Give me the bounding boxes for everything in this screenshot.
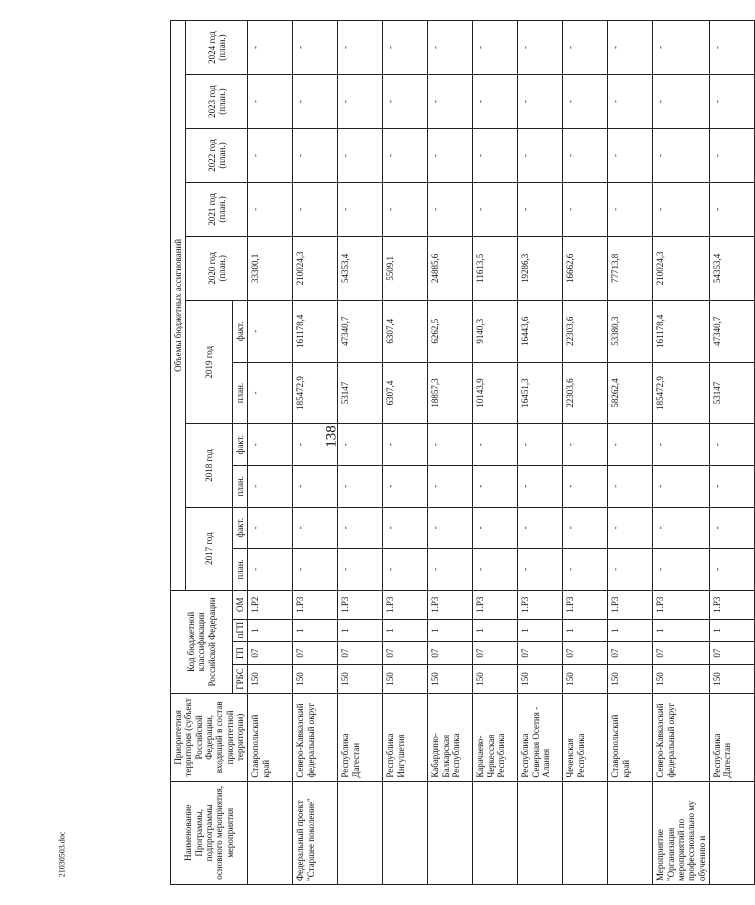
cell-2022: - xyxy=(383,129,428,183)
cell-program-name xyxy=(338,781,383,884)
cell-grbs: 150 xyxy=(248,664,293,693)
cell-gp: 07 xyxy=(383,642,428,664)
table-row xyxy=(563,21,608,885)
cell-2021: - xyxy=(383,182,428,236)
cell-program-name xyxy=(563,781,608,884)
budget-table-container xyxy=(170,20,733,885)
cell-territory: Карачаево-Черкесская Республика xyxy=(473,694,518,782)
cell-om: 1.Р3 xyxy=(563,590,608,619)
cell-om: 1.Р3 xyxy=(518,590,563,619)
cell-territory: Кабардино-Балкарская Республика xyxy=(428,694,473,782)
cell-territory: Республика Дагестан xyxy=(710,694,755,782)
header-budget-volumes: Объемы бюджетных ассигнований xyxy=(171,21,186,591)
cell-2018-fact: - xyxy=(338,424,383,466)
header-year-2018: 2018 год xyxy=(186,424,233,507)
cell-2017-fact: - xyxy=(473,507,518,549)
cell-grbs: 150 xyxy=(338,664,383,693)
cell-2019-plan: 18857,3 xyxy=(428,362,473,424)
cell-2021: - xyxy=(608,182,653,236)
cell-program-name xyxy=(473,781,518,884)
cell-2019-plan: 22303,6 xyxy=(563,362,608,424)
budget-table xyxy=(170,20,755,885)
cell-2024: - xyxy=(563,21,608,75)
cell-2019-fact: 9140,3 xyxy=(473,300,518,362)
header-2017-plan: план. xyxy=(233,549,248,591)
cell-2024: - xyxy=(653,21,710,75)
header-year-2020: 2020 год (план.) xyxy=(186,236,248,300)
cell-program-name: Федеральный проект "Старшее поколение" xyxy=(293,781,338,884)
cell-gp: 07 xyxy=(608,642,653,664)
cell-2024: - xyxy=(248,21,293,75)
cell-2022: - xyxy=(428,129,473,183)
cell-2017-plan: - xyxy=(608,549,653,591)
cell-2017-plan: - xyxy=(653,549,710,591)
cell-2017-plan: - xyxy=(473,549,518,591)
header-year-2021: 2021 год (план.) xyxy=(186,182,248,236)
cell-2017-plan: - xyxy=(338,549,383,591)
cell-om: 1.Р3 xyxy=(473,590,518,619)
header-grbs: ГРБС xyxy=(233,664,248,693)
cell-2018-plan: - xyxy=(473,466,518,508)
cell-2022: - xyxy=(563,129,608,183)
header-2018-fact: факт. xyxy=(233,424,248,466)
cell-2023: - xyxy=(473,75,518,129)
cell-2019-plan: 16451,3 xyxy=(518,362,563,424)
cell-2023: - xyxy=(338,75,383,129)
cell-2018-plan: - xyxy=(338,466,383,508)
table-body xyxy=(248,21,755,885)
cell-2020: 33300,1 xyxy=(248,236,293,300)
cell-om: 1.Р3 xyxy=(710,590,755,619)
cell-gp: 07 xyxy=(473,642,518,664)
cell-2021: - xyxy=(338,182,383,236)
cell-gp: 07 xyxy=(338,642,383,664)
table-row xyxy=(293,21,338,885)
cell-2017-fact: - xyxy=(653,507,710,549)
cell-2017-plan: - xyxy=(428,549,473,591)
cell-2022: - xyxy=(518,129,563,183)
cell-2019-fact: - xyxy=(248,300,293,362)
cell-2018-fact: - xyxy=(653,424,710,466)
cell-2022: - xyxy=(473,129,518,183)
cell-2019-fact: 53380,3 xyxy=(608,300,653,362)
cell-om: 1.Р3 xyxy=(653,590,710,619)
cell-program-name xyxy=(518,781,563,884)
header-program-name: Наименование Программы, подпрограммы основного мероприятия, мероприятия xyxy=(171,781,248,884)
cell-2018-plan: - xyxy=(653,466,710,508)
cell-2018-plan: - xyxy=(293,466,338,508)
cell-2022: - xyxy=(710,129,755,183)
table-row xyxy=(428,21,473,885)
cell-2018-plan: - xyxy=(518,466,563,508)
cell-pgp: 1 xyxy=(608,619,653,641)
cell-2019-plan: - xyxy=(248,362,293,424)
cell-2017-plan: - xyxy=(248,549,293,591)
header-year-2017: 2017 год xyxy=(186,507,233,590)
cell-2020: 210024,3 xyxy=(653,236,710,300)
cell-pgp: 1 xyxy=(383,619,428,641)
cell-2019-fact: 47340,7 xyxy=(710,300,755,362)
header-year-2024: 2024 год (план.) xyxy=(186,21,248,75)
cell-2024: - xyxy=(518,21,563,75)
cell-2017-plan: - xyxy=(563,549,608,591)
cell-2021: - xyxy=(428,182,473,236)
cell-2020: 19286,3 xyxy=(518,236,563,300)
cell-2017-plan: - xyxy=(383,549,428,591)
cell-2019-fact: 22303,6 xyxy=(563,300,608,362)
cell-2024: - xyxy=(338,21,383,75)
cell-2018-fact: - xyxy=(383,424,428,466)
cell-gp: 07 xyxy=(518,642,563,664)
cell-2019-plan: 58262,4 xyxy=(608,362,653,424)
cell-2019-plan: 10143,9 xyxy=(473,362,518,424)
header-2018-plan: план. xyxy=(233,466,248,508)
cell-grbs: 150 xyxy=(653,664,710,693)
header-year-2019: 2019 год xyxy=(186,300,233,424)
cell-territory: Чеченская Республика xyxy=(563,694,608,782)
cell-territory: Республика Северная Осетия - Алания xyxy=(518,694,563,782)
table-header xyxy=(171,21,248,885)
cell-2020: 16662,6 xyxy=(563,236,608,300)
cell-2024: - xyxy=(608,21,653,75)
cell-2018-plan: - xyxy=(383,466,428,508)
cell-2017-fact: - xyxy=(710,507,755,549)
cell-grbs: 150 xyxy=(473,664,518,693)
cell-2019-fact: 6262,5 xyxy=(428,300,473,362)
table-row xyxy=(248,21,293,885)
cell-om: 1.Р2 xyxy=(248,590,293,619)
page-number: 138 xyxy=(323,425,340,448)
cell-2018-fact: - xyxy=(248,424,293,466)
cell-gp: 07 xyxy=(248,642,293,664)
cell-2018-plan: - xyxy=(563,466,608,508)
header-kbk: Код бюджетной классификации Российской Федерации xyxy=(171,590,233,693)
cell-om: 1.Р3 xyxy=(428,590,473,619)
cell-2020: 11613,5 xyxy=(473,236,518,300)
cell-pgp: 1 xyxy=(563,619,608,641)
cell-gp: 07 xyxy=(428,642,473,664)
cell-2018-fact: - xyxy=(293,424,338,466)
cell-pgp: 1 xyxy=(293,619,338,641)
table-row xyxy=(518,21,563,885)
cell-2024: - xyxy=(428,21,473,75)
cell-2022: - xyxy=(293,129,338,183)
cell-2019-plan: 53147 xyxy=(338,362,383,424)
cell-2021: - xyxy=(518,182,563,236)
cell-territory: Ставропольский край xyxy=(608,694,653,782)
cell-2017-fact: - xyxy=(338,507,383,549)
cell-program-name xyxy=(428,781,473,884)
cell-2017-plan: - xyxy=(710,549,755,591)
cell-program-name xyxy=(248,781,293,884)
cell-2023: - xyxy=(293,75,338,129)
table-row xyxy=(653,21,710,885)
cell-program-name xyxy=(608,781,653,884)
cell-grbs: 150 xyxy=(518,664,563,693)
cell-territory: Республика Дагестан xyxy=(338,694,383,782)
table-row xyxy=(473,21,518,885)
header-2019-plan: план. xyxy=(233,362,248,424)
header-2017-fact: факт. xyxy=(233,507,248,549)
cell-2018-fact: - xyxy=(428,424,473,466)
cell-pgp: 1 xyxy=(518,619,563,641)
cell-gp: 07 xyxy=(563,642,608,664)
cell-om: 1.Р3 xyxy=(338,590,383,619)
header-priority-territory: Приоритетная территория (субъект Российской Федерации, входящий в состав приоритетной территории) xyxy=(171,694,248,782)
table-row xyxy=(338,21,383,885)
cell-2020: 210024,3 xyxy=(293,236,338,300)
cell-2017-fact: - xyxy=(248,507,293,549)
cell-pgp: 1 xyxy=(473,619,518,641)
table-row xyxy=(710,21,755,885)
table-row xyxy=(608,21,653,885)
cell-2022: - xyxy=(653,129,710,183)
cell-om: 1.Р3 xyxy=(608,590,653,619)
cell-2018-plan: - xyxy=(428,466,473,508)
cell-2018-fact: - xyxy=(518,424,563,466)
cell-2018-plan: - xyxy=(608,466,653,508)
cell-2019-plan: 185472,9 xyxy=(293,362,338,424)
footer-document-code: 2103050З.doc xyxy=(57,831,67,878)
cell-pgp: 1 xyxy=(338,619,383,641)
header-2019-fact: факт. xyxy=(233,300,248,362)
cell-2020: 54353,4 xyxy=(338,236,383,300)
cell-2019-fact: 6307,4 xyxy=(383,300,428,362)
cell-territory: Северо-Кавказский федеральный округ xyxy=(293,694,338,782)
cell-om: 1.Р3 xyxy=(383,590,428,619)
cell-2019-plan: 6307,4 xyxy=(383,362,428,424)
cell-2019-fact: 161178,4 xyxy=(653,300,710,362)
cell-2018-fact: - xyxy=(473,424,518,466)
cell-2024: - xyxy=(473,21,518,75)
cell-2023: - xyxy=(248,75,293,129)
cell-2019-fact: 161178,4 xyxy=(293,300,338,362)
cell-pgp: 1 xyxy=(710,619,755,641)
cell-program-name xyxy=(383,781,428,884)
cell-2018-plan: - xyxy=(248,466,293,508)
cell-2023: - xyxy=(428,75,473,129)
cell-pgp: 1 xyxy=(653,619,710,641)
cell-2023: - xyxy=(710,75,755,129)
cell-2023: - xyxy=(383,75,428,129)
cell-grbs: 150 xyxy=(710,664,755,693)
cell-2019-fact: 16443,6 xyxy=(518,300,563,362)
cell-2021: - xyxy=(293,182,338,236)
cell-2017-fact: - xyxy=(563,507,608,549)
cell-2017-fact: - xyxy=(518,507,563,549)
cell-2021: - xyxy=(248,182,293,236)
cell-2020: 77713,8 xyxy=(608,236,653,300)
cell-2021: - xyxy=(563,182,608,236)
cell-2023: - xyxy=(653,75,710,129)
cell-territory: Северо-Кавказский федеральный округ xyxy=(653,694,710,782)
cell-2021: - xyxy=(710,182,755,236)
header-year-2023: 2023 год (план.) xyxy=(186,75,248,129)
cell-grbs: 150 xyxy=(293,664,338,693)
cell-territory: Ставропольский край xyxy=(248,694,293,782)
header-gp: ГП xyxy=(233,642,248,664)
cell-2022: - xyxy=(608,129,653,183)
cell-2017-fact: - xyxy=(428,507,473,549)
header-year-2022: 2022 год (план.) xyxy=(186,129,248,183)
table-row xyxy=(383,21,428,885)
cell-2023: - xyxy=(608,75,653,129)
cell-grbs: 150 xyxy=(383,664,428,693)
cell-2018-fact: - xyxy=(710,424,755,466)
cell-2020: 24885,6 xyxy=(428,236,473,300)
cell-2020: 54353,4 xyxy=(710,236,755,300)
cell-2017-fact: - xyxy=(608,507,653,549)
cell-2021: - xyxy=(473,182,518,236)
cell-2018-fact: - xyxy=(563,424,608,466)
cell-2024: - xyxy=(383,21,428,75)
cell-grbs: 150 xyxy=(428,664,473,693)
cell-om: 1.Р3 xyxy=(293,590,338,619)
cell-grbs: 150 xyxy=(563,664,608,693)
header-om: ОМ xyxy=(233,590,248,619)
cell-2024: - xyxy=(293,21,338,75)
cell-2017-fact: - xyxy=(293,507,338,549)
cell-2021: - xyxy=(653,182,710,236)
cell-2020: 5509,1 xyxy=(383,236,428,300)
cell-pgp: 1 xyxy=(428,619,473,641)
cell-2024: - xyxy=(710,21,755,75)
cell-2018-plan: - xyxy=(710,466,755,508)
cell-2019-plan: 53147 xyxy=(710,362,755,424)
cell-territory: Республика Ингушетия xyxy=(383,694,428,782)
cell-2018-fact: - xyxy=(608,424,653,466)
cell-2019-plan: 185472,9 xyxy=(653,362,710,424)
cell-2017-plan: - xyxy=(293,549,338,591)
cell-program-name xyxy=(710,781,755,884)
cell-2023: - xyxy=(563,75,608,129)
cell-2019-fact: 47340,7 xyxy=(338,300,383,362)
cell-pgp: 1 xyxy=(248,619,293,641)
cell-2023: - xyxy=(518,75,563,129)
cell-2017-plan: - xyxy=(518,549,563,591)
cell-gp: 07 xyxy=(653,642,710,664)
cell-gp: 07 xyxy=(710,642,755,664)
header-pgp: пГП xyxy=(233,619,248,641)
cell-grbs: 150 xyxy=(608,664,653,693)
cell-gp: 07 xyxy=(293,642,338,664)
cell-2022: - xyxy=(248,129,293,183)
cell-2017-fact: - xyxy=(383,507,428,549)
cell-program-name: Мероприятие "Организация мероприятий по профессионально му обучению и xyxy=(653,781,710,884)
cell-2022: - xyxy=(338,129,383,183)
